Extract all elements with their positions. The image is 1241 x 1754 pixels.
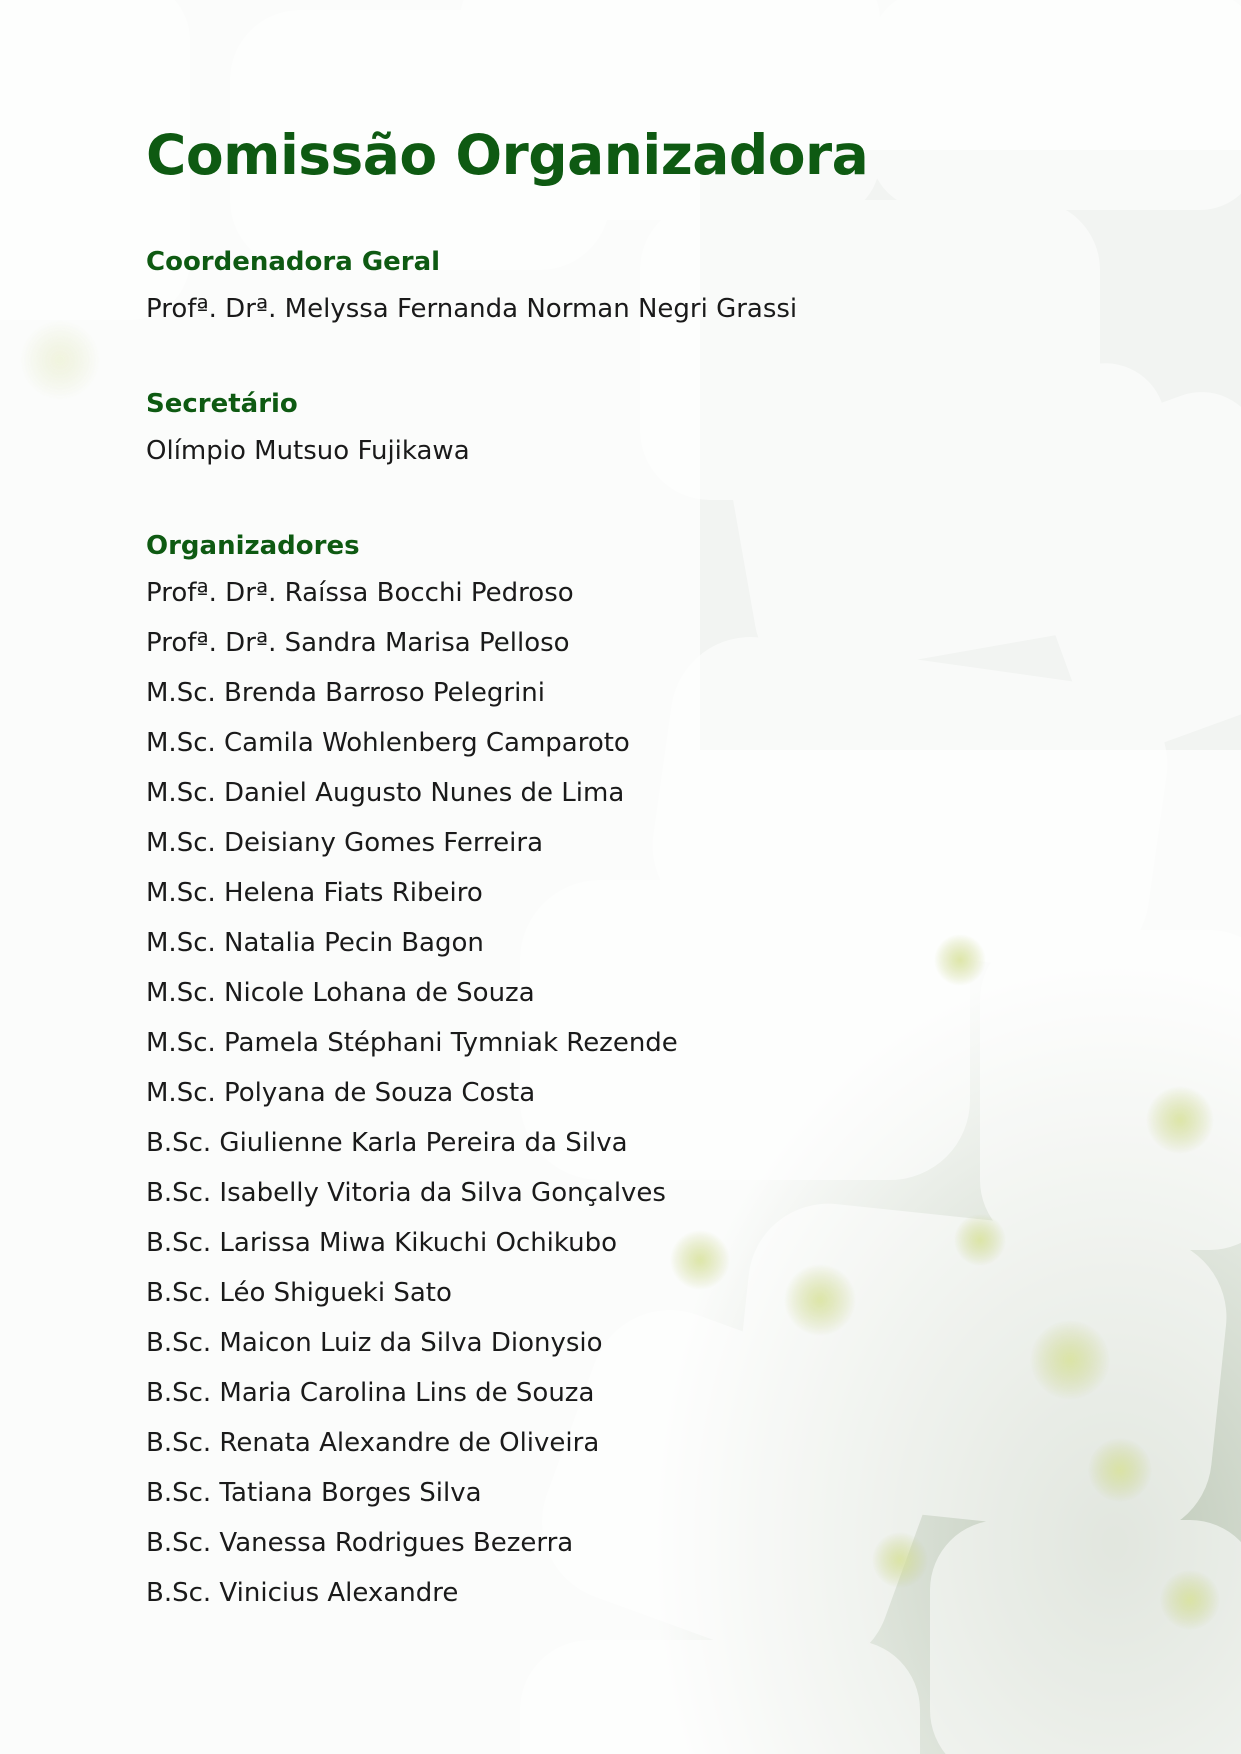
organizer-name: M.Sc. Helena Fiats Ribeiro <box>146 878 483 908</box>
secretary-list <box>146 426 1046 476</box>
organizer-name: B.Sc. Vanessa Rodrigues Bezerra <box>146 1528 574 1558</box>
organizer-name: B.Sc. Giulienne Karla Pereira da Silva <box>146 1128 628 1158</box>
organizer-name: B.Sc. Maria Carolina Lins de Souza <box>146 1378 595 1408</box>
organizer-name: B.Sc. Léo Shigueki Sato <box>146 1278 452 1308</box>
organizer-name: B.Sc. Isabelly Vitoria da Silva Gonçalves <box>146 1178 666 1208</box>
organizers-section <box>146 524 1046 1618</box>
document-body <box>146 110 1046 1618</box>
organizer-name: M.Sc. Daniel Augusto Nunes de Lima <box>146 778 625 808</box>
secretary-section <box>146 382 1046 476</box>
organizer-name: B.Sc. Tatiana Borges Silva <box>146 1478 482 1508</box>
organizer-name: M.Sc. Pamela Stéphani Tymniak Rezende <box>146 1028 678 1058</box>
organizers-list <box>146 568 1046 1618</box>
organizer-name: M.Sc. Deisiany Gomes Ferreira <box>146 828 544 858</box>
secretary-name: Olímpio Mutsuo Fujikawa <box>146 436 470 466</box>
page-title: Comissão Organizadora <box>146 123 869 187</box>
coordinator-section <box>146 240 1046 334</box>
organizer-name: B.Sc. Renata Alexandre de Oliveira <box>146 1428 600 1458</box>
coordinator-heading: Coordenadora Geral <box>146 247 441 277</box>
coordinator-list <box>146 284 1046 334</box>
organizer-name: B.Sc. Vinicius Alexandre <box>146 1578 459 1608</box>
organizer-name: Profª. Drª. Sandra Marisa Pelloso <box>146 628 570 658</box>
organizer-name: M.Sc. Brenda Barroso Pelegrini <box>146 678 545 708</box>
organizer-name: M.Sc. Camila Wohlenberg Camparoto <box>146 728 630 758</box>
secretary-heading: Secretário <box>146 389 298 419</box>
organizers-heading: Organizadores <box>146 531 360 561</box>
organizer-name: B.Sc. Maicon Luiz da Silva Dionysio <box>146 1328 603 1358</box>
coordinator-name: Profª. Drª. Melyssa Fernanda Norman Negri Grassi <box>146 294 798 324</box>
organizer-name: Profª. Drª. Raíssa Bocchi Pedroso <box>146 578 574 608</box>
organizer-name: B.Sc. Larissa Miwa Kikuchi Ochikubo <box>146 1228 618 1258</box>
organizer-name: M.Sc. Nicole Lohana de Souza <box>146 978 535 1008</box>
organizer-name: M.Sc. Natalia Pecin Bagon <box>146 928 484 958</box>
organizer-name: M.Sc. Polyana de Souza Costa <box>146 1078 536 1108</box>
